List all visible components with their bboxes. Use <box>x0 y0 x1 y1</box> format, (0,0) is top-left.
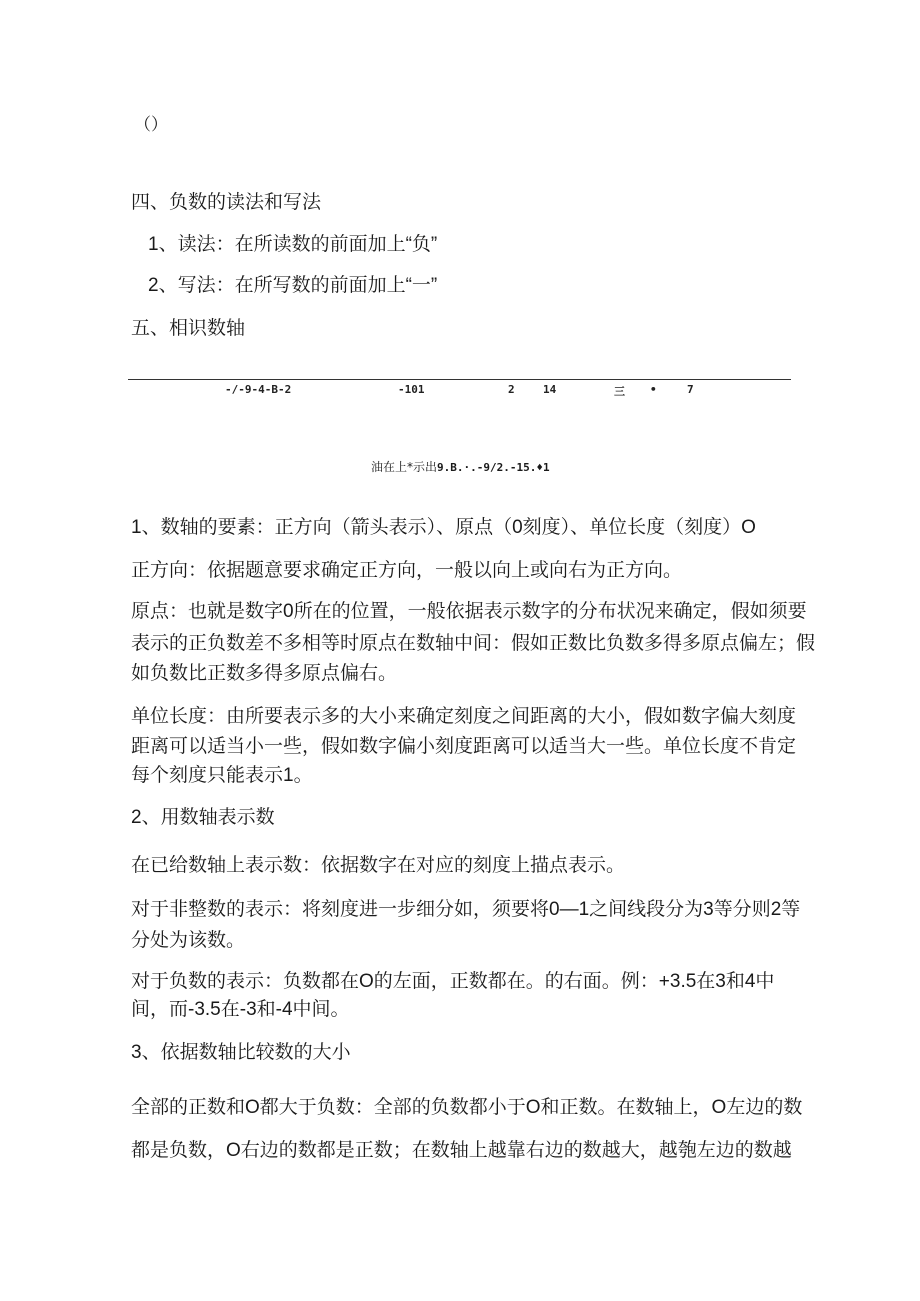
figure-caption <box>371 458 550 475</box>
number-line-axis <box>128 379 791 380</box>
empty-parentheses: （） <box>134 115 168 135</box>
paragraph-negatives-line-2: 间，而-3.5在-3和-4中间。 <box>131 999 350 1020</box>
axis-label-origin: -101 <box>398 383 425 396</box>
paragraph-origin-line-3: 如负数比正数多得多原点偏右。 <box>131 662 398 684</box>
section-4-title: 四、负数的读法和写法 <box>131 191 322 213</box>
paragraph-plot-points: 在已给数轴上表示数：依据数字在对应的刻度上描点表示。 <box>131 854 626 876</box>
axis-label-left: -/-9-4-B-2 <box>225 383 292 396</box>
paragraph-positive-direction: 正方向：依据题意要求确定正方向，一般以向上或向右为正方向。 <box>131 559 683 581</box>
paragraph-compare-line-1: 全部的正数和O都大于负数：全部的负数都小于O和正数。在数轴上，O左边的数 <box>131 1097 803 1118</box>
paragraph-unit-length-line-1: 单位长度：由所要表示多的大小来确定刻度之间距离的大小，假如数字偏大刻度 <box>131 705 797 727</box>
paragraph-origin-line-2: 表示的正负数差不多相等时原点在数轴中间：假如正数比负数多得多原点偏左；假 <box>131 632 816 654</box>
axis-label-3: 三 <box>614 385 625 398</box>
paragraph-fractions-line-2: 分处为该数。 <box>131 929 246 951</box>
axis-label-dot: • <box>650 383 657 396</box>
paragraph-negatives-line-1: 对于负数的表示：负数都在O的左面，正数都在。的右面。例：+3.5在3和4中 <box>131 971 775 992</box>
paragraph-fractions-line-1: 对于非整数的表示：将刻度进一步细分如，须要将0—1之间线段分为3等分则2等 <box>131 899 801 920</box>
paragraph-origin-line-1: 原点：也就是数字0所在的位置，一般依据表示数字的分布状况来确定，假如须要 <box>131 601 807 622</box>
figure-caption-values: 9.B.·.-9/2.-15.♦1 <box>437 461 550 474</box>
section-4-item-2: 2、写法：在所写数的前面加上“一” <box>148 275 438 296</box>
heading-compare-numbers: 3、依据数轴比较数的大小 <box>131 1042 351 1063</box>
paragraph-unit-length-line-3: 每个刻度只能表示1。 <box>131 765 313 786</box>
heading-represent-numbers: 2、用数轴表示数 <box>131 807 275 828</box>
section-4-item-1: 1、读法：在所读数的前面加上“负” <box>148 234 438 255</box>
axis-label-2: 2 <box>508 383 515 396</box>
paragraph-compare-line-2: 都是负数，O右边的数都是正数；在数轴上越靠右边的数越大，越匏左边的数越 <box>131 1140 792 1161</box>
axis-label-14: 14 <box>543 383 557 396</box>
paragraph-unit-length-line-2: 距离可以适当小一些，假如数字偏小刻度距离可以适当大一些。单位长度不肯定 <box>131 735 797 757</box>
axis-label-7: 7 <box>687 383 694 396</box>
section-5-title: 五、相识数轴 <box>131 317 246 339</box>
paragraph-axis-elements: 1、数轴的要素：正方向（箭头表示）、原点（0刻度）、单位长度（刻度）O <box>131 517 756 538</box>
figure-caption-text: 油在上*示出 <box>371 460 438 474</box>
